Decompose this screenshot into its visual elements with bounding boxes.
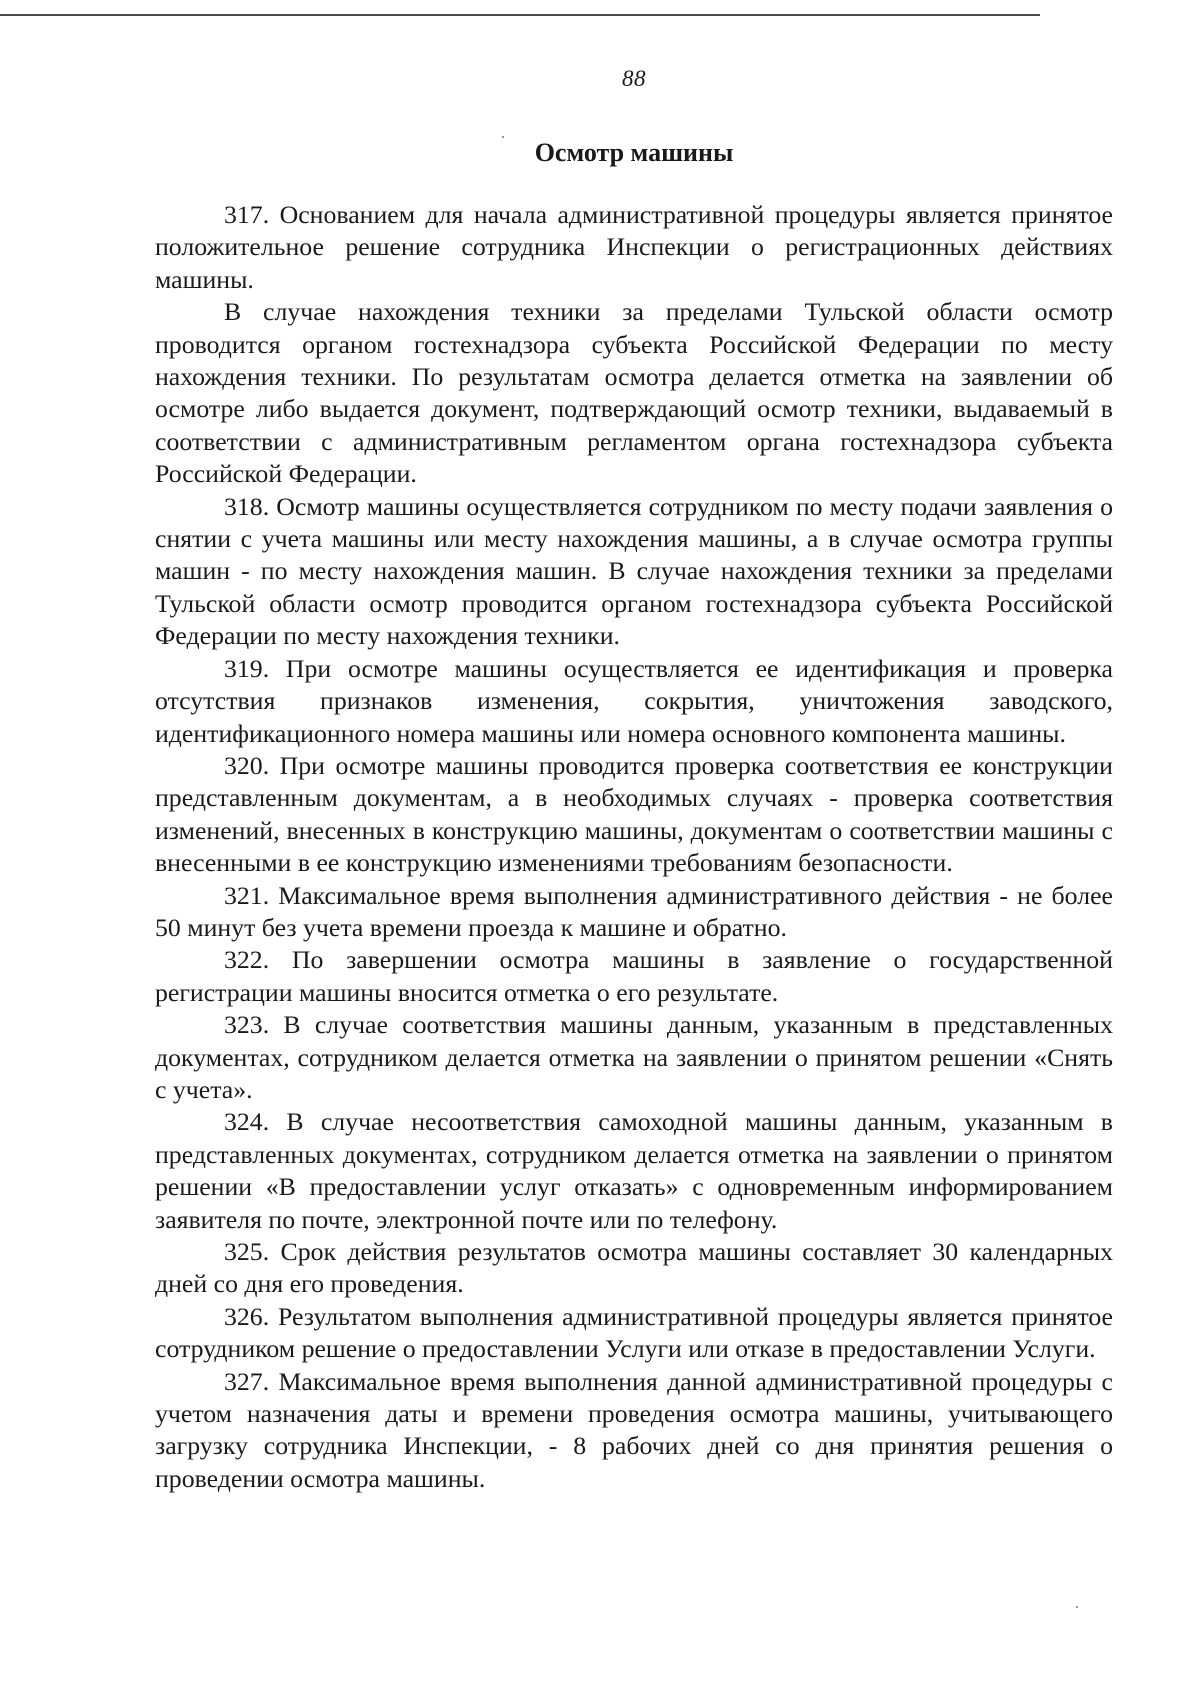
paragraph-319: 319. При осмотре машины осуществляется ее идентификация и проверка отсутствия признаков изменения, сокрытия, уничтожения заводского, идентификационного номера машины или номера основного компонента машины.	[155, 653, 1113, 748]
paragraph-326: 326. Результатом выполнения административной процедуры является принятое сотрудником решение о предоставлении Услуги или отказе в предоставлении Услуги.	[155, 1301, 1113, 1364]
paragraph-317-outside-region: В случае нахождения техники за пределами Тульской области осмотр проводится органом гостехнадзора субъекта Российской Федерации по месту нахождения техники. По результатам осмотра делается отметка на заявлении об осмотре либо выдается документ, подтверждающий осмотр техники, выдаваемый в соответствии с административным регламентом органа гостехнадзора субъекта Российской Федерации.	[155, 297, 1113, 489]
paragraph-325: 325. Срок действия результатов осмотра машины составляет 30 календарных дней со дня его проведения.	[155, 1237, 1113, 1299]
paragraph-324: 324. В случае несоответствия самоходной машины данным, указанным в представленных документах, сотрудником делается отметка на заявлении о принятом решении «В предоставлении услуг отказать» с одновременным информированием заявителя по почте, электронной почте или по телефону.	[155, 1107, 1113, 1234]
page-number: 88	[622, 66, 646, 91]
scan-speck	[1076, 1606, 1078, 1608]
paragraph-321: 321. Максимальное время выполнения административного действия - не более 50 минут без учета времени проезда к машине и обратно.	[155, 880, 1113, 942]
scan-edge-line	[0, 14, 1040, 16]
paragraph-320: 320. При осмотре машины проводится проверка соответствия ее конструкции представленным документам, а в необходимых случаях - проверка соответствия изменений, внесенных в конструкцию машины, документам о соответствии машины с внесенными в ее конструкцию изменениями требованиям безопасности.	[155, 750, 1113, 878]
section-title: Осмотр машины	[534, 138, 734, 167]
paragraph-317: 317. Основанием для начала административной процедуры является принятое положительное решение сотрудника Инспекции о регистрационных действиях машины.	[155, 200, 1113, 294]
paragraph-323: 323. В случае соответствия машины данным, указанным в представленных документах, сотрудником делается отметка на заявлении о принятом решении «Снять с учета».	[155, 1010, 1113, 1104]
paragraph-318: 318. Осмотр машины осуществляется сотрудником по месту подачи заявления о снятии с учета машины или месту нахождения машины, а в случае осмотра группы машин - по месту нахождения машин. В случае нахождения техники за пределами Тульской области осмотр проводится органом гостехнадзора субъекта Российской Федерации по месту нахождения техники.	[155, 491, 1113, 651]
paragraph-322: 322. По завершении осмотра машины в заявление о государственной регистрации машины вносится отметка о его результате.	[155, 945, 1113, 1007]
document-body	[155, 199, 1113, 1495]
scan-speck	[502, 136, 504, 138]
paragraph-327: 327. Максимальное время выполнения данной административной процедуры с учетом назначения даты и времени проведения осмотра машины, учитывающего загрузку сотрудника Инспекции, - 8 рабочих дней со дня принятия решения о проведении осмотра машины.	[155, 1366, 1113, 1493]
